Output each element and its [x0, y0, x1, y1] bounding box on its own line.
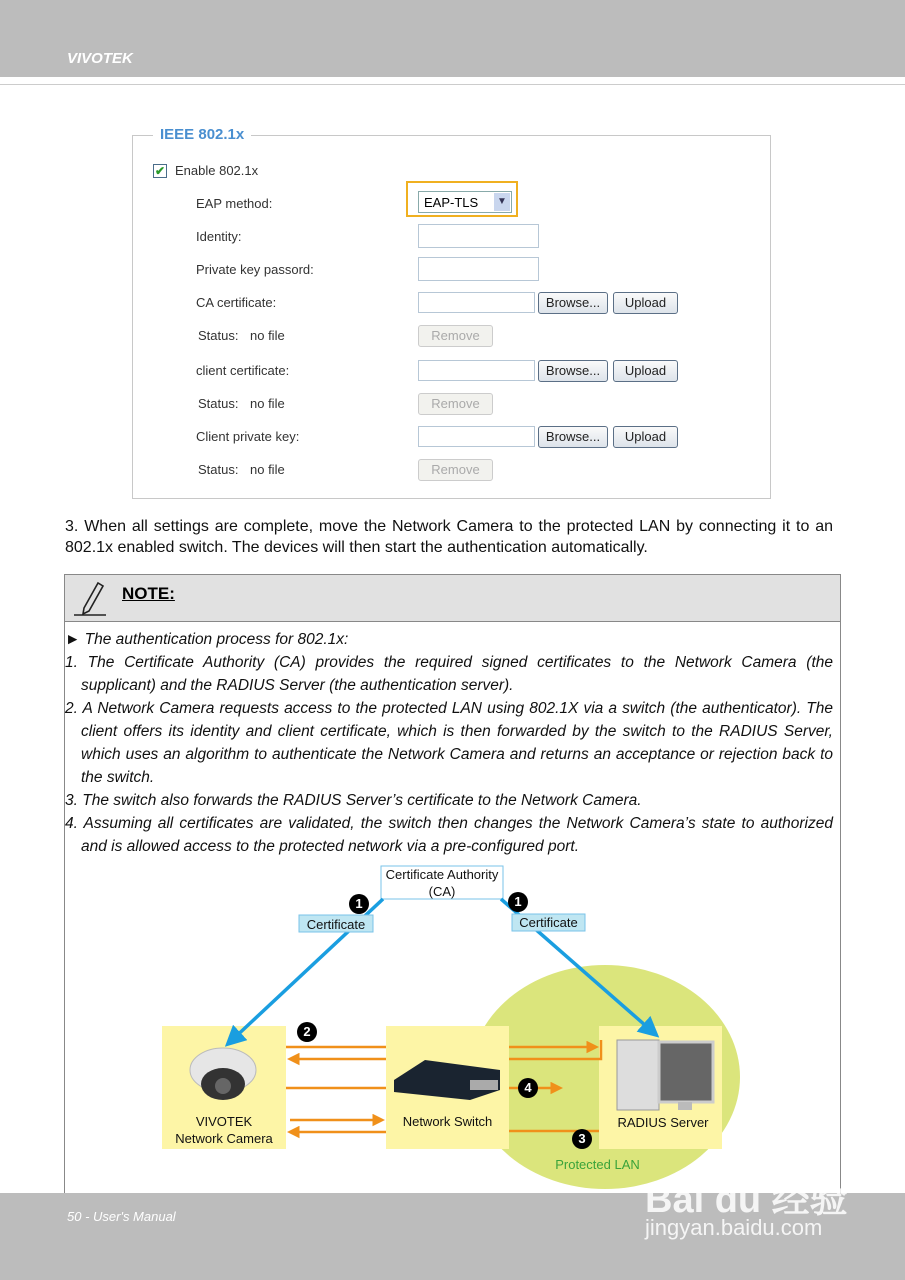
certificate-label-right: Certificate	[519, 915, 578, 930]
brand-name: VIVOTEK	[67, 50, 133, 67]
eap-method-value: EAP-TLS	[424, 195, 479, 210]
protected-lan-label: Protected LAN	[555, 1157, 640, 1172]
client-key-upload-button[interactable]: Upload	[613, 426, 678, 448]
client-key-status-label: Status:	[198, 462, 239, 477]
ca-remove-button[interactable]: Remove	[418, 325, 493, 347]
identity-label: Identity:	[196, 229, 242, 244]
client-key-remove-button[interactable]: Remove	[418, 459, 493, 481]
client-cert-upload-button[interactable]: Upload	[613, 360, 678, 382]
panel-legend: IEEE 802.1x	[153, 126, 251, 143]
client-private-key-label: Client private key:	[196, 429, 300, 444]
ca-browse-button[interactable]: Browse...	[538, 292, 608, 314]
step-3-text: 3. When all settings are complete, move the Network Camera to the protected LAN by connecting it to an 802.1x enabled switch. The devices will then start the authentication automatically.	[65, 518, 833, 556]
client-key-browse-button[interactable]: Browse...	[538, 426, 608, 448]
ca-status-value: no file	[250, 328, 285, 343]
client-key-status-value: no file	[250, 462, 285, 477]
step-badge-3: 3	[572, 1129, 592, 1149]
watermark-logo: Bai du 经验	[645, 1179, 848, 1221]
client-cert-remove-button[interactable]: Remove	[418, 393, 493, 415]
note-item-1: 1. The Certificate Authority (CA) provides the required signed certificates to the Network Camera (the supplicant) and the RADIUS Server (the authentication server).	[65, 654, 833, 694]
step-badge-4: 4	[518, 1078, 538, 1098]
note-title: NOTE:	[122, 584, 175, 603]
camera-label: VIVOTEK Network Camera	[175, 1114, 273, 1146]
client-certificate-label: client certificate:	[196, 363, 290, 378]
switch-label: Network Switch	[402, 1114, 493, 1129]
step-badge-2: 2	[297, 1022, 317, 1042]
enable-8021x-checkbox[interactable]: ✔	[154, 164, 166, 178]
note-intro: ► The authentication process for 802.1x:	[65, 631, 349, 648]
radius-server-icon	[617, 1040, 713, 1110]
ca-certificate-label: CA certificate:	[196, 295, 277, 310]
eap-method-label: EAP method:	[196, 196, 273, 211]
note-item-4: 4. Assuming all certificates are validated, the switch then changes the Network Camera’s state to authorized and is allowed access to the protected network via a pre-configured port.	[65, 815, 833, 855]
server-label: RADIUS Server	[617, 1115, 709, 1130]
step-badge-1-right: 1	[508, 892, 528, 912]
private-key-password-label: Private key passord:	[196, 262, 314, 277]
note-item-2: 2. A Network Camera requests access to the protected LAN using 802.1X via a switch (the authenticator). The client offers its identity and client certificate, which is then forwarded by the switch to the RADIUS Server, which uses an algorithm to authenticate the Network Camera and returns an acceptance or rejection back to the switch.	[65, 700, 833, 786]
certificate-label-left: Certificate	[306, 917, 366, 932]
client-cert-browse-button[interactable]: Browse...	[538, 360, 608, 382]
note-item-3: 3. The switch also forwards the RADIUS Server’s certificate to the Network Camera.	[65, 792, 642, 809]
client-cert-status-value: no file	[250, 396, 285, 411]
step-badge-1-left: 1	[349, 894, 369, 914]
page-number: 50 - User's Manual	[67, 1209, 176, 1224]
chevron-down-icon: ▼	[494, 193, 510, 211]
enable-8021x-label: Enable 802.1x	[175, 163, 259, 178]
ca-upload-button[interactable]: Upload	[613, 292, 678, 314]
client-cert-status-label: Status:	[198, 396, 239, 411]
ca-status-label: Status:	[198, 328, 239, 343]
ca-label: Certificate Authority (CA)	[385, 867, 499, 899]
watermark-url: jingyan.baidu.com	[645, 1215, 823, 1240]
